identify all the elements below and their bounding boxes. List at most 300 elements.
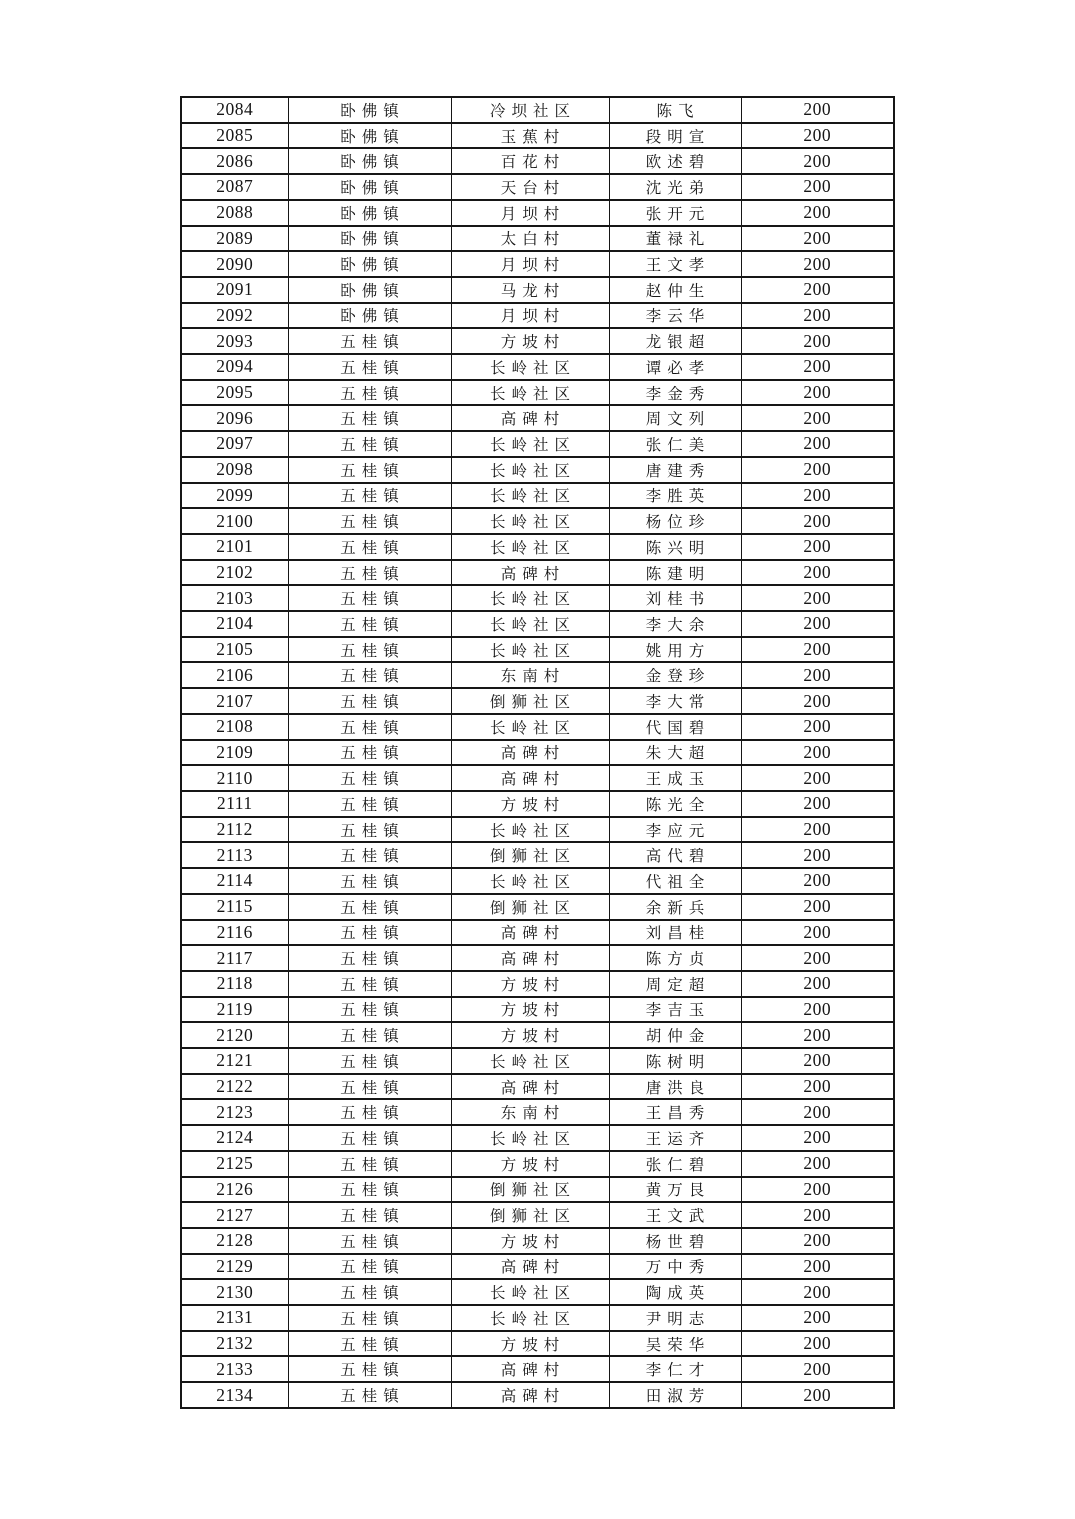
cell-village: 太白村: [451, 226, 609, 252]
cell-name: 龙银超: [609, 328, 741, 354]
cell-village: 长岭社区: [451, 611, 609, 637]
cell-amount: 200: [741, 894, 894, 920]
cell-name: 姚用方: [609, 637, 741, 663]
table-row: [181, 1331, 894, 1357]
cell-name: 田淑芳: [609, 1382, 741, 1408]
cell-town: 五桂镇: [288, 1022, 451, 1048]
cell-id: 2126: [181, 1177, 288, 1203]
cell-village: 长岭社区: [451, 1048, 609, 1074]
cell-amount: 200: [741, 200, 894, 226]
cell-name: 董禄礼: [609, 226, 741, 252]
cell-town: 五桂镇: [288, 534, 451, 560]
cell-amount: 200: [741, 226, 894, 252]
cell-village: 长岭社区: [451, 431, 609, 457]
cell-village: 玉蕉村: [451, 123, 609, 149]
cell-amount: 200: [741, 1331, 894, 1357]
cell-id: 2105: [181, 637, 288, 663]
cell-amount: 200: [741, 1356, 894, 1382]
cell-name: 高代碧: [609, 842, 741, 868]
cell-town: 五桂镇: [288, 1331, 451, 1357]
cell-amount: 200: [741, 1279, 894, 1305]
cell-id: 2093: [181, 328, 288, 354]
table-row: [181, 174, 894, 200]
table-row: [181, 303, 894, 329]
cell-town: 卧佛镇: [288, 97, 451, 123]
cell-village: 长岭社区: [451, 868, 609, 894]
cell-village: 高碑村: [451, 945, 609, 971]
cell-amount: 200: [741, 765, 894, 791]
table-row: [181, 1074, 894, 1100]
cell-id: 2094: [181, 354, 288, 380]
cell-village: 长岭社区: [451, 1305, 609, 1331]
cell-village: 高碑村: [451, 560, 609, 586]
cell-name: 段明宣: [609, 123, 741, 149]
table-row: [181, 1099, 894, 1125]
cell-id: 2089: [181, 226, 288, 252]
cell-id: 2125: [181, 1151, 288, 1177]
cell-name: 李大余: [609, 611, 741, 637]
cell-id: 2098: [181, 457, 288, 483]
cell-id: 2107: [181, 688, 288, 714]
cell-id: 2090: [181, 251, 288, 277]
cell-id: 2129: [181, 1254, 288, 1280]
cell-amount: 200: [741, 1022, 894, 1048]
cell-amount: 200: [741, 945, 894, 971]
table-row: [181, 380, 894, 406]
cell-village: 长岭社区: [451, 534, 609, 560]
cell-town: 五桂镇: [288, 483, 451, 509]
cell-name: 陈树明: [609, 1048, 741, 1074]
cell-name: 李应元: [609, 817, 741, 843]
table-row: [181, 868, 894, 894]
cell-amount: 200: [741, 380, 894, 406]
cell-amount: 200: [741, 431, 894, 457]
cell-amount: 200: [741, 688, 894, 714]
table-row: [181, 817, 894, 843]
cell-id: 2086: [181, 148, 288, 174]
cell-amount: 200: [741, 662, 894, 688]
cell-amount: 200: [741, 817, 894, 843]
table-row: [181, 1048, 894, 1074]
table-row: [181, 894, 894, 920]
cell-id: 2100: [181, 508, 288, 534]
cell-amount: 200: [741, 585, 894, 611]
cell-town: 五桂镇: [288, 868, 451, 894]
cell-name: 杨位珍: [609, 508, 741, 534]
cell-amount: 200: [741, 405, 894, 431]
cell-town: 五桂镇: [288, 354, 451, 380]
cell-town: 卧佛镇: [288, 174, 451, 200]
cell-amount: 200: [741, 611, 894, 637]
cell-town: 卧佛镇: [288, 226, 451, 252]
cell-town: 五桂镇: [288, 688, 451, 714]
cell-village: 高碑村: [451, 1356, 609, 1382]
cell-amount: 200: [741, 1202, 894, 1228]
cell-town: 卧佛镇: [288, 303, 451, 329]
cell-name: 李金秀: [609, 380, 741, 406]
cell-village: 方坡村: [451, 1228, 609, 1254]
cell-id: 2120: [181, 1022, 288, 1048]
table-row: [181, 1177, 894, 1203]
cell-id: 2097: [181, 431, 288, 457]
cell-village: 月坝村: [451, 251, 609, 277]
cell-town: 五桂镇: [288, 560, 451, 586]
table-row: [181, 1356, 894, 1382]
table-row: [181, 842, 894, 868]
cell-name: 周文列: [609, 405, 741, 431]
cell-village: 倒狮社区: [451, 894, 609, 920]
roster-table: [180, 96, 895, 1409]
cell-amount: 200: [741, 534, 894, 560]
cell-village: 冷坝社区: [451, 97, 609, 123]
cell-name: 张仁美: [609, 431, 741, 457]
cell-village: 方坡村: [451, 328, 609, 354]
cell-name: 李仁才: [609, 1356, 741, 1382]
table-row: [181, 1022, 894, 1048]
cell-amount: 200: [741, 637, 894, 663]
cell-id: 2106: [181, 662, 288, 688]
table-row: [181, 920, 894, 946]
cell-amount: 200: [741, 328, 894, 354]
cell-town: 五桂镇: [288, 842, 451, 868]
cell-id: 2103: [181, 585, 288, 611]
table-row: [181, 765, 894, 791]
table-row: [181, 791, 894, 817]
table-row: [181, 740, 894, 766]
cell-id: 2084: [181, 97, 288, 123]
cell-amount: 200: [741, 1305, 894, 1331]
cell-village: 长岭社区: [451, 508, 609, 534]
cell-name: 金登珍: [609, 662, 741, 688]
cell-id: 2112: [181, 817, 288, 843]
cell-id: 2124: [181, 1125, 288, 1151]
table-row: [181, 637, 894, 663]
cell-amount: 200: [741, 174, 894, 200]
cell-village: 百花村: [451, 148, 609, 174]
cell-amount: 200: [741, 457, 894, 483]
cell-name: 李大常: [609, 688, 741, 714]
table-row: [181, 508, 894, 534]
table-row: [181, 226, 894, 252]
table-row: [181, 1279, 894, 1305]
cell-town: 五桂镇: [288, 1125, 451, 1151]
cell-town: 五桂镇: [288, 971, 451, 997]
cell-village: 月坝村: [451, 303, 609, 329]
cell-village: 长岭社区: [451, 354, 609, 380]
cell-id: 2119: [181, 997, 288, 1023]
cell-id: 2085: [181, 123, 288, 149]
cell-amount: 200: [741, 920, 894, 946]
cell-id: 2108: [181, 714, 288, 740]
cell-id: 2128: [181, 1228, 288, 1254]
cell-name: 周定超: [609, 971, 741, 997]
cell-name: 李吉玉: [609, 997, 741, 1023]
cell-id: 2127: [181, 1202, 288, 1228]
cell-village: 高碑村: [451, 1074, 609, 1100]
cell-town: 五桂镇: [288, 1228, 451, 1254]
cell-town: 五桂镇: [288, 611, 451, 637]
cell-town: 五桂镇: [288, 791, 451, 817]
cell-amount: 200: [741, 997, 894, 1023]
cell-amount: 200: [741, 1151, 894, 1177]
cell-name: 余新兵: [609, 894, 741, 920]
table-row: [181, 1254, 894, 1280]
cell-name: 张开元: [609, 200, 741, 226]
cell-id: 2099: [181, 483, 288, 509]
cell-town: 卧佛镇: [288, 148, 451, 174]
cell-village: 长岭社区: [451, 457, 609, 483]
cell-id: 2101: [181, 534, 288, 560]
cell-village: 高碑村: [451, 920, 609, 946]
cell-amount: 200: [741, 1048, 894, 1074]
cell-name: 陈光全: [609, 791, 741, 817]
cell-id: 2131: [181, 1305, 288, 1331]
cell-town: 五桂镇: [288, 1177, 451, 1203]
cell-id: 2092: [181, 303, 288, 329]
cell-name: 张仁碧: [609, 1151, 741, 1177]
cell-name: 王文孝: [609, 251, 741, 277]
cell-village: 长岭社区: [451, 714, 609, 740]
cell-town: 五桂镇: [288, 894, 451, 920]
cell-id: 2104: [181, 611, 288, 637]
cell-village: 高碑村: [451, 740, 609, 766]
cell-name: 唐建秀: [609, 457, 741, 483]
cell-town: 卧佛镇: [288, 123, 451, 149]
cell-town: 五桂镇: [288, 920, 451, 946]
cell-town: 五桂镇: [288, 817, 451, 843]
table-row: [181, 1202, 894, 1228]
cell-town: 五桂镇: [288, 714, 451, 740]
cell-amount: 200: [741, 1177, 894, 1203]
table-row: [181, 483, 894, 509]
cell-amount: 200: [741, 148, 894, 174]
cell-id: 2130: [181, 1279, 288, 1305]
cell-amount: 200: [741, 1228, 894, 1254]
cell-id: 2115: [181, 894, 288, 920]
table-row: [181, 560, 894, 586]
cell-town: 五桂镇: [288, 457, 451, 483]
cell-amount: 200: [741, 740, 894, 766]
cell-name: 唐洪良: [609, 1074, 741, 1100]
cell-amount: 200: [741, 1099, 894, 1125]
cell-town: 卧佛镇: [288, 277, 451, 303]
roster-table-body: [181, 97, 894, 1408]
cell-name: 赵仲生: [609, 277, 741, 303]
cell-amount: 200: [741, 123, 894, 149]
cell-amount: 200: [741, 508, 894, 534]
table-row: [181, 251, 894, 277]
cell-village: 倒狮社区: [451, 842, 609, 868]
cell-village: 高碑村: [451, 405, 609, 431]
cell-town: 五桂镇: [288, 997, 451, 1023]
cell-town: 五桂镇: [288, 1202, 451, 1228]
cell-village: 高碑村: [451, 1382, 609, 1408]
cell-name: 陈方贞: [609, 945, 741, 971]
cell-id: 2117: [181, 945, 288, 971]
cell-village: 长岭社区: [451, 817, 609, 843]
cell-village: 方坡村: [451, 997, 609, 1023]
cell-village: 长岭社区: [451, 483, 609, 509]
cell-village: 方坡村: [451, 1151, 609, 1177]
cell-town: 五桂镇: [288, 1356, 451, 1382]
cell-village: 方坡村: [451, 971, 609, 997]
cell-amount: 200: [741, 483, 894, 509]
cell-town: 五桂镇: [288, 508, 451, 534]
cell-name: 王成玉: [609, 765, 741, 791]
cell-id: 2109: [181, 740, 288, 766]
cell-amount: 200: [741, 1074, 894, 1100]
table-row: [181, 457, 894, 483]
table-row: [181, 611, 894, 637]
cell-amount: 200: [741, 97, 894, 123]
cell-name: 杨世碧: [609, 1228, 741, 1254]
cell-village: 方坡村: [451, 1331, 609, 1357]
cell-name: 李云华: [609, 303, 741, 329]
table-row: [181, 1228, 894, 1254]
table-row: [181, 431, 894, 457]
cell-name: 陈建明: [609, 560, 741, 586]
cell-id: 2122: [181, 1074, 288, 1100]
cell-village: 天台村: [451, 174, 609, 200]
cell-name: 李胜英: [609, 483, 741, 509]
table-row: [181, 1151, 894, 1177]
cell-village: 马龙村: [451, 277, 609, 303]
cell-name: 万中秀: [609, 1254, 741, 1280]
cell-amount: 200: [741, 1254, 894, 1280]
cell-id: 2088: [181, 200, 288, 226]
cell-name: 欧述碧: [609, 148, 741, 174]
cell-id: 2123: [181, 1099, 288, 1125]
cell-id: 2102: [181, 560, 288, 586]
cell-town: 五桂镇: [288, 1099, 451, 1125]
table-row: [181, 148, 894, 174]
table-row: [181, 328, 894, 354]
cell-name: 刘桂书: [609, 585, 741, 611]
cell-name: 陶成英: [609, 1279, 741, 1305]
cell-name: 黄万艮: [609, 1177, 741, 1203]
cell-village: 月坝村: [451, 200, 609, 226]
table-row: [181, 1125, 894, 1151]
table-row: [181, 714, 894, 740]
table-row: [181, 1382, 894, 1408]
cell-name: 沈光弟: [609, 174, 741, 200]
cell-name: 朱大超: [609, 740, 741, 766]
cell-town: 五桂镇: [288, 765, 451, 791]
cell-name: 尹明志: [609, 1305, 741, 1331]
cell-town: 五桂镇: [288, 1074, 451, 1100]
cell-town: 卧佛镇: [288, 251, 451, 277]
cell-id: 2116: [181, 920, 288, 946]
cell-village: 长岭社区: [451, 1279, 609, 1305]
table-row: [181, 200, 894, 226]
cell-name: 代国碧: [609, 714, 741, 740]
cell-amount: 200: [741, 1125, 894, 1151]
cell-amount: 200: [741, 251, 894, 277]
cell-amount: 200: [741, 277, 894, 303]
table-row: [181, 277, 894, 303]
cell-amount: 200: [741, 354, 894, 380]
cell-town: 五桂镇: [288, 740, 451, 766]
cell-village: 东南村: [451, 1099, 609, 1125]
cell-id: 2087: [181, 174, 288, 200]
cell-name: 王昌秀: [609, 1099, 741, 1125]
table-row: [181, 662, 894, 688]
cell-town: 五桂镇: [288, 1305, 451, 1331]
cell-id: 2095: [181, 380, 288, 406]
cell-name: 陈兴明: [609, 534, 741, 560]
cell-name: 代祖全: [609, 868, 741, 894]
cell-town: 五桂镇: [288, 585, 451, 611]
cell-town: 五桂镇: [288, 431, 451, 457]
cell-town: 五桂镇: [288, 945, 451, 971]
cell-name: 王文武: [609, 1202, 741, 1228]
table-row: [181, 945, 894, 971]
cell-village: 长岭社区: [451, 585, 609, 611]
cell-village: 方坡村: [451, 1022, 609, 1048]
cell-id: 2096: [181, 405, 288, 431]
cell-id: 2091: [181, 277, 288, 303]
table-row: [181, 354, 894, 380]
table-row: [181, 997, 894, 1023]
table-row: [181, 1305, 894, 1331]
table-row: [181, 123, 894, 149]
cell-name: 陈飞: [609, 97, 741, 123]
cell-town: 五桂镇: [288, 1151, 451, 1177]
table-row: [181, 688, 894, 714]
cell-village: 高碑村: [451, 765, 609, 791]
cell-amount: 200: [741, 303, 894, 329]
table-row: [181, 971, 894, 997]
table-row: [181, 405, 894, 431]
cell-town: 五桂镇: [288, 405, 451, 431]
cell-town: 五桂镇: [288, 637, 451, 663]
cell-name: 刘昌桂: [609, 920, 741, 946]
cell-village: 倒狮社区: [451, 1177, 609, 1203]
cell-amount: 200: [741, 1382, 894, 1408]
table-row: [181, 585, 894, 611]
cell-amount: 200: [741, 560, 894, 586]
table-row: [181, 534, 894, 560]
cell-village: 高碑村: [451, 1254, 609, 1280]
cell-town: 五桂镇: [288, 662, 451, 688]
cell-id: 2113: [181, 842, 288, 868]
cell-id: 2134: [181, 1382, 288, 1408]
table-row: [181, 97, 894, 123]
cell-name: 谭必孝: [609, 354, 741, 380]
cell-id: 2110: [181, 765, 288, 791]
cell-village: 东南村: [451, 662, 609, 688]
cell-amount: 200: [741, 714, 894, 740]
cell-id: 2118: [181, 971, 288, 997]
cell-town: 五桂镇: [288, 380, 451, 406]
cell-id: 2133: [181, 1356, 288, 1382]
cell-village: 长岭社区: [451, 380, 609, 406]
cell-town: 五桂镇: [288, 1254, 451, 1280]
cell-town: 五桂镇: [288, 1382, 451, 1408]
cell-village: 长岭社区: [451, 1125, 609, 1151]
cell-id: 2121: [181, 1048, 288, 1074]
cell-town: 卧佛镇: [288, 200, 451, 226]
cell-town: 五桂镇: [288, 328, 451, 354]
cell-village: 长岭社区: [451, 637, 609, 663]
cell-id: 2132: [181, 1331, 288, 1357]
cell-name: 王运齐: [609, 1125, 741, 1151]
cell-amount: 200: [741, 971, 894, 997]
cell-id: 2111: [181, 791, 288, 817]
cell-id: 2114: [181, 868, 288, 894]
cell-amount: 200: [741, 868, 894, 894]
cell-town: 五桂镇: [288, 1279, 451, 1305]
